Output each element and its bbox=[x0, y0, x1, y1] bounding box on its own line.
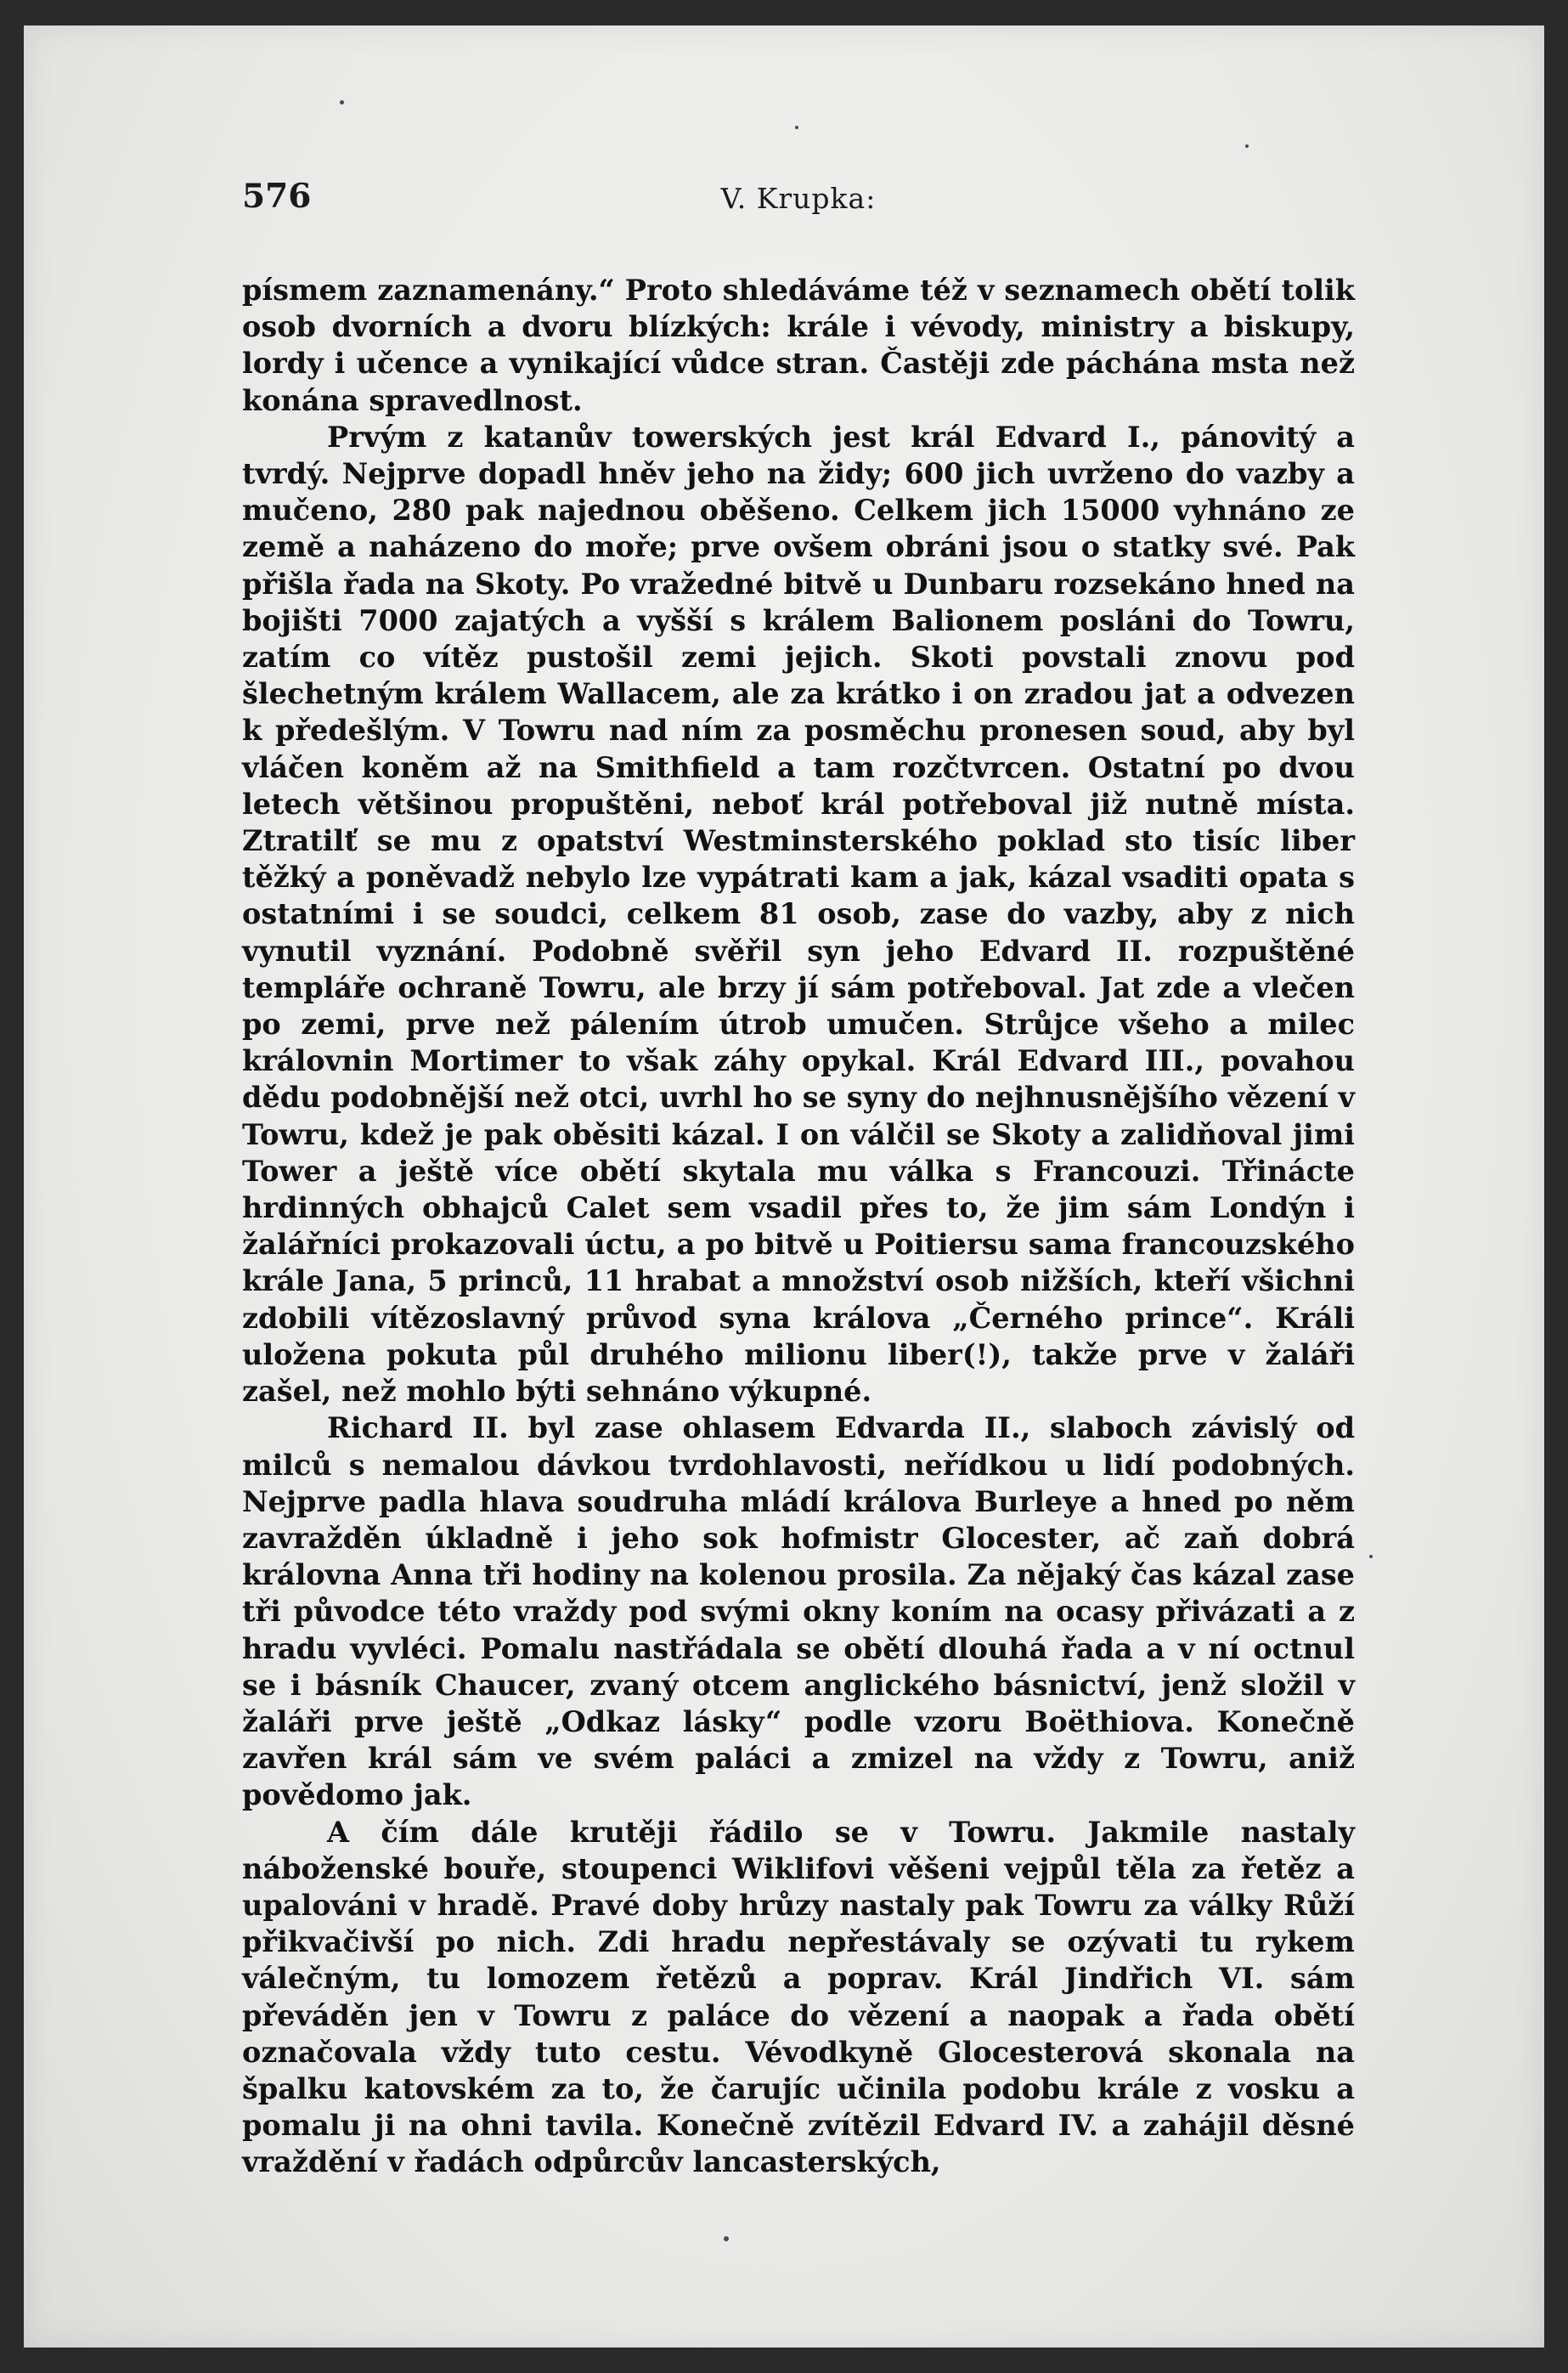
paper-speck bbox=[795, 126, 798, 129]
paragraph-3: Richard II. byl zase ohlasem Edvarda II., slaboch závislý od milců s nemalou dávkou tvrdohlavosti, neřídkou u lidí podobných. Nejprve padla hlava soudruha mládí králova Burleye a hned po něm zavražděn úkladně i jeho sok hofmistr Glocester, ač zaň dobrá královna Anna tři hodiny na kolenou prosila. Za nějaký čas kázal zase tři původce této vraždy pod svými okny koním na ocasy přivázati a z hradu vyvléci. Pomalu nastřádala se obětí dlouhá řada a v ní octnul se i básník Chaucer, zvaný otcem anglického básnictví, jenž složil v žaláři prve ještě „Odkaz lásky“ podle vzoru Boëthiova. Konečně zavřen král sám ve svém paláci a zmizel na vždy z Towru, aniž povědomo jak. bbox=[242, 1411, 1355, 1812]
paper-speck bbox=[340, 100, 344, 105]
paper-speck bbox=[1369, 1555, 1373, 1558]
paper-speck bbox=[724, 2236, 729, 2241]
paragraph-4: A čím dále krutěji řádilo se v Towru. Jakmile nastaly náboženské bouře, stoupenci Wiklifovi věšeni vejpůl těla za řetěz a upalováni v hradě. Pravé doby hrůzy nastaly pak Towru za války Růží přikvačivší po nich. Zdi hradu nepřestávaly se ozývati tu rykem válečným, tu lomozem řetězů a poprav. Král Jindřich VI. sám převáděn jen v Towru z paláce do vězení a naopak a řada obětí označovala vždy tuto cestu. Vévodkyně Glocesterová skonala na špalku katovském za to, že čarujíc učinila podobu krále z vosku a pomalu ji na ohni tavila. Konečně zvítězil Edvard IV. a zahájil děsné vraždění v řadách odpůrcův lancasterských, bbox=[242, 1815, 1355, 2179]
running-head bbox=[242, 177, 1355, 228]
page-number: 576 bbox=[242, 177, 312, 216]
running-title: V. Krupka: bbox=[720, 182, 877, 215]
paper-speck bbox=[1245, 144, 1249, 148]
paragraph-1: písmem zaznamenány.“ Proto shledáváme též v seznamech obětí tolik osob dvorních a dvoru blízkých: krále i vévody, ministry a biskupy, lordy i učence a vynikající vůdce stran. Častěji zde páchána msta než konána spravedlnost. bbox=[242, 274, 1355, 417]
article-body bbox=[242, 272, 1355, 2181]
paragraph-2: Prvým z katanův towerských jest král Edvard I., pánovitý a tvrdý. Nejprve dopadl hněv jeho na židy; 600 jich uvrženo do vazby a mučeno, 280 pak najednou oběšeno. Celkem jich 15000 vyhnáno ze země a naházeno do moře; prve ovšem obráni jsou o statky své. Pak přišla řada na Skoty. Po vražedné bitvě u Dunbaru rozsekáno hned na bojišti 7000 zajatých a vyšší s králem Balionem posláni do Towru, zatím co vítěz pustošil zemi jejich. Skoti povstali znovu pod šlechetným králem Wallacem, ale za krátko i on zradou jat a odvezen k předešlým. V Towru nad ním za posměchu pronesen soud, aby byl vláčen koněm až na Smithfield a tam rozčtvrcen. Ostatní po dvou letech většinou propuštěni, neboť král potřeboval již nutně místa. Ztratilť se mu z opatství Westminsterského poklad sto tisíc liber těžký a poněvadž nebylo lze vypátrati kam a jak, kázal vsaditi opata s ostatními i se soudci, celkem 81 osob, zase do vazby, aby z nich vynutil vyznání. Podobně svěřil syn jeho Edvard II. rozpuštěné templáře ochraně Towru, ale brzy jí sám potřeboval. Jat zde a vlečen po zemi, prve než pálením útrob umučen. Strůjce všeho a milec královnin Mortimer to však záhy opykal. Král Edvard III., povahou dědu podobnější než otci, uvrhl ho se syny do nejhnusnějšího vězení v Towru, kdež je pak oběsiti kázal. I on válčil se Skoty a zalidňoval jimi Tower a ještě více obětí skytala mu válka s Francouzi. Třinácte hrdinných obhajců Calet sem vsadil přes to, že jim sám Londýn i žalářníci prokazovali úctu, a po bitvě u Poitiersu sama francouzského krále Jana, 5 princů, 11 hrabat a množství osob nižších, kteří všichni zdobili vítězoslavný průvod syna králova „Černého prince“. Králi uložena pokuta půl druhého milionu liber(!), takže prve v žaláři zašel, než mohlo býti sehnáno výkupné. bbox=[242, 420, 1355, 1409]
